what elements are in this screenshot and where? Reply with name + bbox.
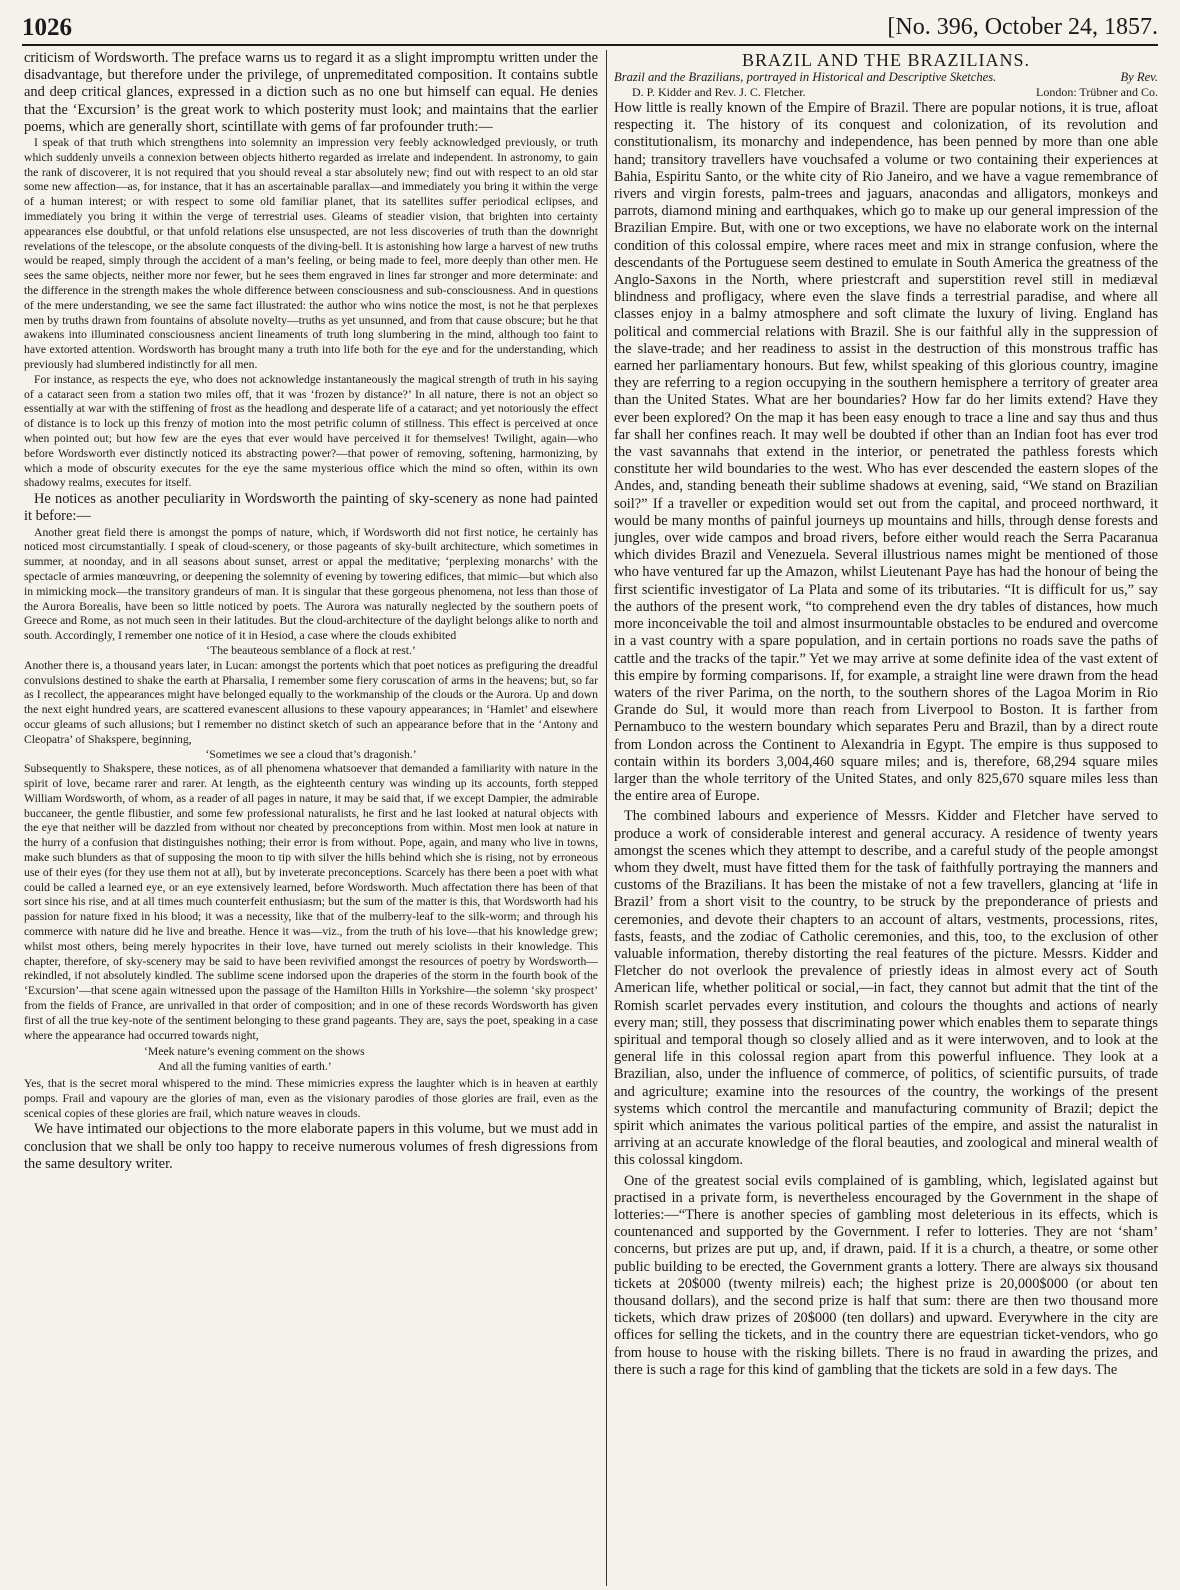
verse-quote: ‘The beauteous semblance of a flock at rest.’	[206, 643, 416, 657]
review-paragraph: criticism of Wordsworth. The preface warns us to regard it as a slight impromptu written under the disadvantage, but therefore under the privilege, of unpremeditated composition. It contains subtle and deep critical glances, expressed in a diction such as no one but himself can equal. He denies that the ‘Excursion’ is the great work to which posterity must look; and maintains that the earlier poems, which are generally short, scintillate with gems of far profounder truth:—	[24, 50, 598, 135]
quoted-paragraph: I speak of that truth which strengthens into solemnity an impression very feebly acknowledged previously, or truth which suddenly unveils a connexion between objects hitherto regarded as irrelate and independent. In astronomy, to gain the rank of discoverer, it is not required that you should reveal a star absolutely new; find out with respect to an old star some new affection—as, for instance, that it has an ascertainable parallax—and immediately you bring it within the verge of a human interest; or with respect to some old familiar planet, that its satellites suffer periodical eclipses, and immediately you bring it within the verge of terrestrial uses. Gleams of steadier vision, that brighten into certainty appearances else doubtful, or that unfold relations else unsuspected, are not less discoveries of truth than the downright revelations of the telescope, or the absolute conquests of the diving-bell. It is astonishing how large a harvest of new truths would be reaped, simply through the accident of a man’s feeling, or being made to feel, more deeply than other men. He sees the same objects, neither more nor fewer, but he sees them engraved in lines far stronger and more determinate: and the difference in the strength makes the whole difference between consciousness and sub-consciousness. And in questions of the mere understanding, we see the same fact illustrated: the author who wins notice the most, is not he that perplexes men by truths drawn from fountains of absolute novelty—truths as yet unsunned, and from that cause obscure; but he that awakens into illuminated consciousness ancient lineaments of truth long slumbering in the mind, although too faint to have extorted attention. Wordsworth has brought many a truth into life both for the eye and for the understanding, which previously had slumbered indistinctly for all men.	[24, 136, 598, 371]
book-subtitle	[614, 70, 1158, 85]
book-publisher: London: Trübner and Co.	[1035, 85, 1158, 99]
right-column	[614, 50, 1158, 1586]
byline	[614, 85, 1158, 100]
left-column	[24, 50, 598, 1586]
masthead	[22, 12, 1158, 48]
quoted-paragraph: Yes, that is the secret moral whispered to the mind. These mimicries express the laughter which is in heaven at earthly pomps. Frail and vapoury are the glories of man, even as the visionary parodies of those glories are frail, even as the scenical copies of these glories are frail, which nature weaves in clouds.	[24, 1077, 598, 1120]
quoted-paragraph: For instance, as respects the eye, who does not acknowledge instantaneously the magical strength of truth in his saying of a cataract seen from a station two miles off, that it was ‘frozen by distance?’ In all nature, there is not an object so essentially at war with the stiffening of frost as the headlong and desperate life of a cataract; and yet notoriously the effect of distance is to lock up this frenzy of motion into the most petrific column of stillness. This effect is perceived at once when pointed out; but how few are the eyes that ever would have perceived it for themselves! Twilight, again—who before Wordsworth ever distinctly noticed its abstracting power?—that power of removing, softening, harmonizing, by which a mode of obscurity executes for the eye the same mysterious office which the mind so often, within its own shadowy realms, executes for itself.	[24, 372, 598, 490]
header-rule	[22, 44, 1158, 46]
verse-line: And all the fuming vanities of earth.’	[158, 1060, 332, 1074]
page-number: 1026	[22, 14, 72, 41]
book-by: By Rev.	[1120, 70, 1158, 84]
article-paragraph: One of the greatest social evils complained of is gambling, which, legislated against but practised in a private form, is nevertheless encouraged by the Government in the shape of lotteries:—“There is another species of gambling most deleterious in its effects, which is countenanced and supported by the Government. I refer to lotteries. They are not ‘sham’ concerns, but prizes are put up, and, if drawn, paid. If it is a church, a theatre, or some other public building to be erected, the Government grants a lottery. There are always six thousand tickets at 20$000 (twenty milreis) each; the highest prize is 20,000$000 (or about ten thousand dollars), and the second prize is half that sum: there are then two thousand more tickets, which draw prizes of 20$000 (ten dollars) and upward. Everywhere in the city are offices for selling the tickets, and in the country there are equestrian ticket-vendors, who go from house to house with the risking billets. There is no fraud in awarding the prizes, and there is such a rage for this kind of gambling that the tickets are sold in a few days. The	[614, 1172, 1158, 1378]
review-paragraph: We have intimated our objections to the more elaborate papers in this volume, but we must add in conclusion that we shall be only too happy to receive numerous volumes of fresh digressions from the same desultory writer.	[24, 1121, 598, 1172]
verse-block	[144, 1045, 598, 1075]
book-authors: D. P. Kidder and Rev. J. C. Fletcher.	[632, 85, 806, 99]
verse-quote: ‘Sometimes we see a cloud that’s dragonish.’	[205, 747, 417, 761]
review-paragraph: He notices as another peculiarity in Wordsworth the painting of sky-scenery as none had painted it before:—	[24, 491, 598, 525]
article-paragraph: The combined labours and experience of Messrs. Kidder and Fletcher have served to produce a work of considerable interest and general accuracy. A residence of twenty years amongst the scenes which they attempt to describe, and a careful study of the people amongst whom they dwelt, must have fitted them for the task of faithfully portraying the manners and customs of the Brazilians. It has been the mistake of not a few travellers, glancing at ‘life in Brazil’ from a short visit to the country, to be struck by the preponderance of priests and ceremonies, and devote their chapters to an account of altars, vestments, processions, rites, fasts, feasts, and the zodiac of Catholic ceremonies, and this, too, to the exclusion of other valuable information, thereby distorting the real features of the picture. Messrs. Kidder and Fletcher do not overlook the prevalence of priestly ideas in almost every act of South American life, whether political or social,—in fact, they cannot but admit that the tint of the Romish scarlet pervades every institution, and colours the thoughts and actions of nearly every man; still, they possess that discriminating power which enables them to separate things spiritual and temporal though so closely allied and as it were interwoven, and to look at the general life in this colossal region apart from this powerful influence. They look at a Brazilian, also, under the influence of commerce, of politics, of scientific pursuits, of trade and agriculture; examine into the resources of the country, the workings of the present systems which control the mercantile and manufacturing community of Brazil; depict the spirit which animates the various political parties of the empire, and assist the naturalist in arriving at an accurate knowledge of the floral beauties, and zoological and mineral wealth of this colossal kingdom.	[614, 808, 1158, 1169]
column-divider	[606, 50, 607, 1586]
quoted-paragraph: Subsequently to Shakspere, these notices, as of all phenomena whatsoever that demanded a familiarity with nature in the spirit of love, became rarer and rarer. At length, as the eighteenth century was winding up its accounts, forth stepped William Wordsworth, of whom, as a reader of all pages in nature, it may be said that, if we except Dampier, the admirable buccaneer, the gentle flibustier, and some few professional naturalists, he first and he last looked at natural objects with the eye that neither will be dazzled from without nor cheated by preconceptions from within. Most men look at nature in the hurry of a confusion that distinguishes nothing; their error is from without. Pope, again, and many who live in towns, make such blunders as that of supposing the moon to tip with silver the hills behind which she is rising, not by erroneous use of their eyes (for they use them not at all), but by inveterate preconceptions. Scarcely has there been a poet with what could be called a learned eye, or an eye extensively learned, before Wordsworth. Much affectation there has been of that sort since his rise, and at all times much counterfeit enthusiasm; but the sum of the matter is this, that Wordsworth had his passion for nature fixed in his blood; it was a necessity, like that of the mulberry-leaf to the silk-worm; and through his commerce with nature did he live and breathe. Hence it was—viz., from the truth of his love—that his knowledge grew; whilst most others, being merely hypocrites in their love, have turned out merely sciolists in their knowledge. This chapter, therefore, of sky-scenery may be said to have been revivified amongst the resources of poetry by Wordsworth—rekindled, if not absolutely kindled. The sublime scene indorsed upon the draperies of the storm in the fourth book of the ‘Excursion’—that scene again witnessed upon the passage of the Hamilton Hills in Yorkshire—the solemn ‘sky prospect’ from the fields of France, are unrivalled in that order of composition; and in one of these records Wordsworth has given first of all the true key-note of the sentiment belonging to these grand pageants. They are, says the poet, speaking in a case where the appearance had occurred towards night,	[24, 762, 598, 1042]
quoted-paragraph: Another great field there is amongst the pomps of nature, which, if Wordsworth did not first notice, he certainly has noticed most circumstantially. I speak of cloud-scenery, or those pageants of sky-built architecture, which sometimes in summer, at noonday, and in all seasons about sunset, arrest or appal the meditative; ‘perplexing monarchs’ with the spectacle of armies manœuvring, or deepening the solemnity of evening by towering edifices, that mimic—but which also in mimicking mock—the transitory grandeurs of man. It is singular that these gorgeous phenomena, not less than those of the Aurora Borealis, have been so little noticed by poets. The Aurora was naturally neglected by the southern poets of Greece and Rome, as not much seen in their latitudes. But the cloud-architecture of the daylight belongs alike to north and south. Accordingly, I remember one notice of it in Hesiod, a case where the clouds exhibited	[24, 525, 598, 643]
article-paragraph: How little is really known of the Empire of Brazil. There are popular notions, it is true, afloat respecting it. The history of its conquest and colonization, of its revolution and constitutionalism, its monarchy and independence, has been penned by more than one able hand; transitory travellers have vouchsafed a volume or two containing their experiences at Bahia, Espiritu Santo, or the white city of Rio Janeiro, and we have a vague remembrance of rivers and virgin forests, palm-trees and jaguars, anacondas and alligators, monkeys and parrots, diamond mining and earthquakes, which go to make up our general impression of the Brazilian Empire. But, with one or two exceptions, we have no elaborate work on the internal condition of this colossal empire, where races meet and mix in strange confusion, where the descendants of the Portuguese seem destined to emulate in South America the greatness of the Anglo-Saxons in the North, where priestcraft and superstition revel still in mediæval blindness and profligacy, where even the slave finds a terrestrial paradise, and where all classes enjoy in a balmy atmosphere and soft climate the luxury of living. England has political and commercial relations with Brazil. She is our faithful ally in the suppression of the slave-trade; and her readiness to assist in the destruction of this monstrous traffic has earned her parliamentary honours. But few, whilst speaking of this glorious country, imagine they are referring to a region occupying in the southern hemisphere a territory of greater area than the United States. What are her boundaries? How far do her limits extend? Have they ever been explored? On the map it has been easy enough to trace a line and say thus and thus far shall her confines reach. It may well be doubted if other than an Indian foot has ever trod the vast savannahs that extend in the interior, or penetrated the pathless forests which constitute her wild boundaries to the west. Who has ever descended the eastern slopes of the Andes, and, standing beneath their sublime shadows at evening, said, “We stand on Brazilian soil?” If a traveller or expedition would set out from the capital, and proceed northward, it would be many months of painful journeys up mountains and hills, through dense forests and jungles, over wide campos and broad rivers, before either would reach the Serra Pacaranua which divides Brazil and Venezuela. Several illustrious names might be mentioned of those who have ventured far up the Amazon, whilst Lieutenant Paye has had the honour of being the first scientific investigator of La Plata and some of its tributaries. “It is difficult for us,” say the authors of the present work, “to comprehend even the dry tables of distances, how much more inconceivable the toil and almost insurmountable obstacles to be endured and overcome in a vast country with a spare population, and in certain portions no roads save the paths of cattle and the tracks of the tapir.” Yet we may arrive at some definite idea of the vast extent of this empire by forming comparisons. If, for example, a straight line were drawn from the head waters of the river Parima, on the north, to the southern shores of the Lagoa Morim in Rio Grande do Sul, it would more than reach from Liverpool to Boston. It is farther from Pernambuco to the western boundary which separates Peru and Brazil, than by a direct route from London across the Continent to Alexandria in Egypt. The empire is thus supposed to contain within its borders 3,004,460 square miles; and is, therefore, 68,294 square miles larger than the whole territory of the United States, and only 825,670 square miles less than the entire area of Europe.	[614, 100, 1158, 805]
verse-line: ‘Meek nature’s evening comment on the shows	[144, 1045, 365, 1059]
quoted-paragraph: Another there is, a thousand years later, in Lucan: amongst the portents which that poet notices as prefiguring the dreadful convulsions destined to shake the earth at Pharsalia, I remember some fiery coruscation of arms in the heavens; but, so far as I recollect, the appearances might have belonged equally to the workmanship of the clouds or the Aurora. Up and down the next eight hundred years, are scattered evanescent allusions to these vapoury appearances; in ‘Hamlet’ and elsewhere occur gleams of such allusions; but I remember no distinct sketch of such an appearance before that in the ‘Antony and Cleopatra’ of Shakspere, beginning,	[24, 658, 598, 746]
issue-line: [No. 396, October 24, 1857.	[887, 14, 1158, 40]
book-title: Brazil and the Brazilians, portrayed in Historical and Descriptive Sketches.	[614, 70, 997, 84]
article-title: BRAZIL AND THE BRAZILIANS.	[742, 50, 1030, 70]
